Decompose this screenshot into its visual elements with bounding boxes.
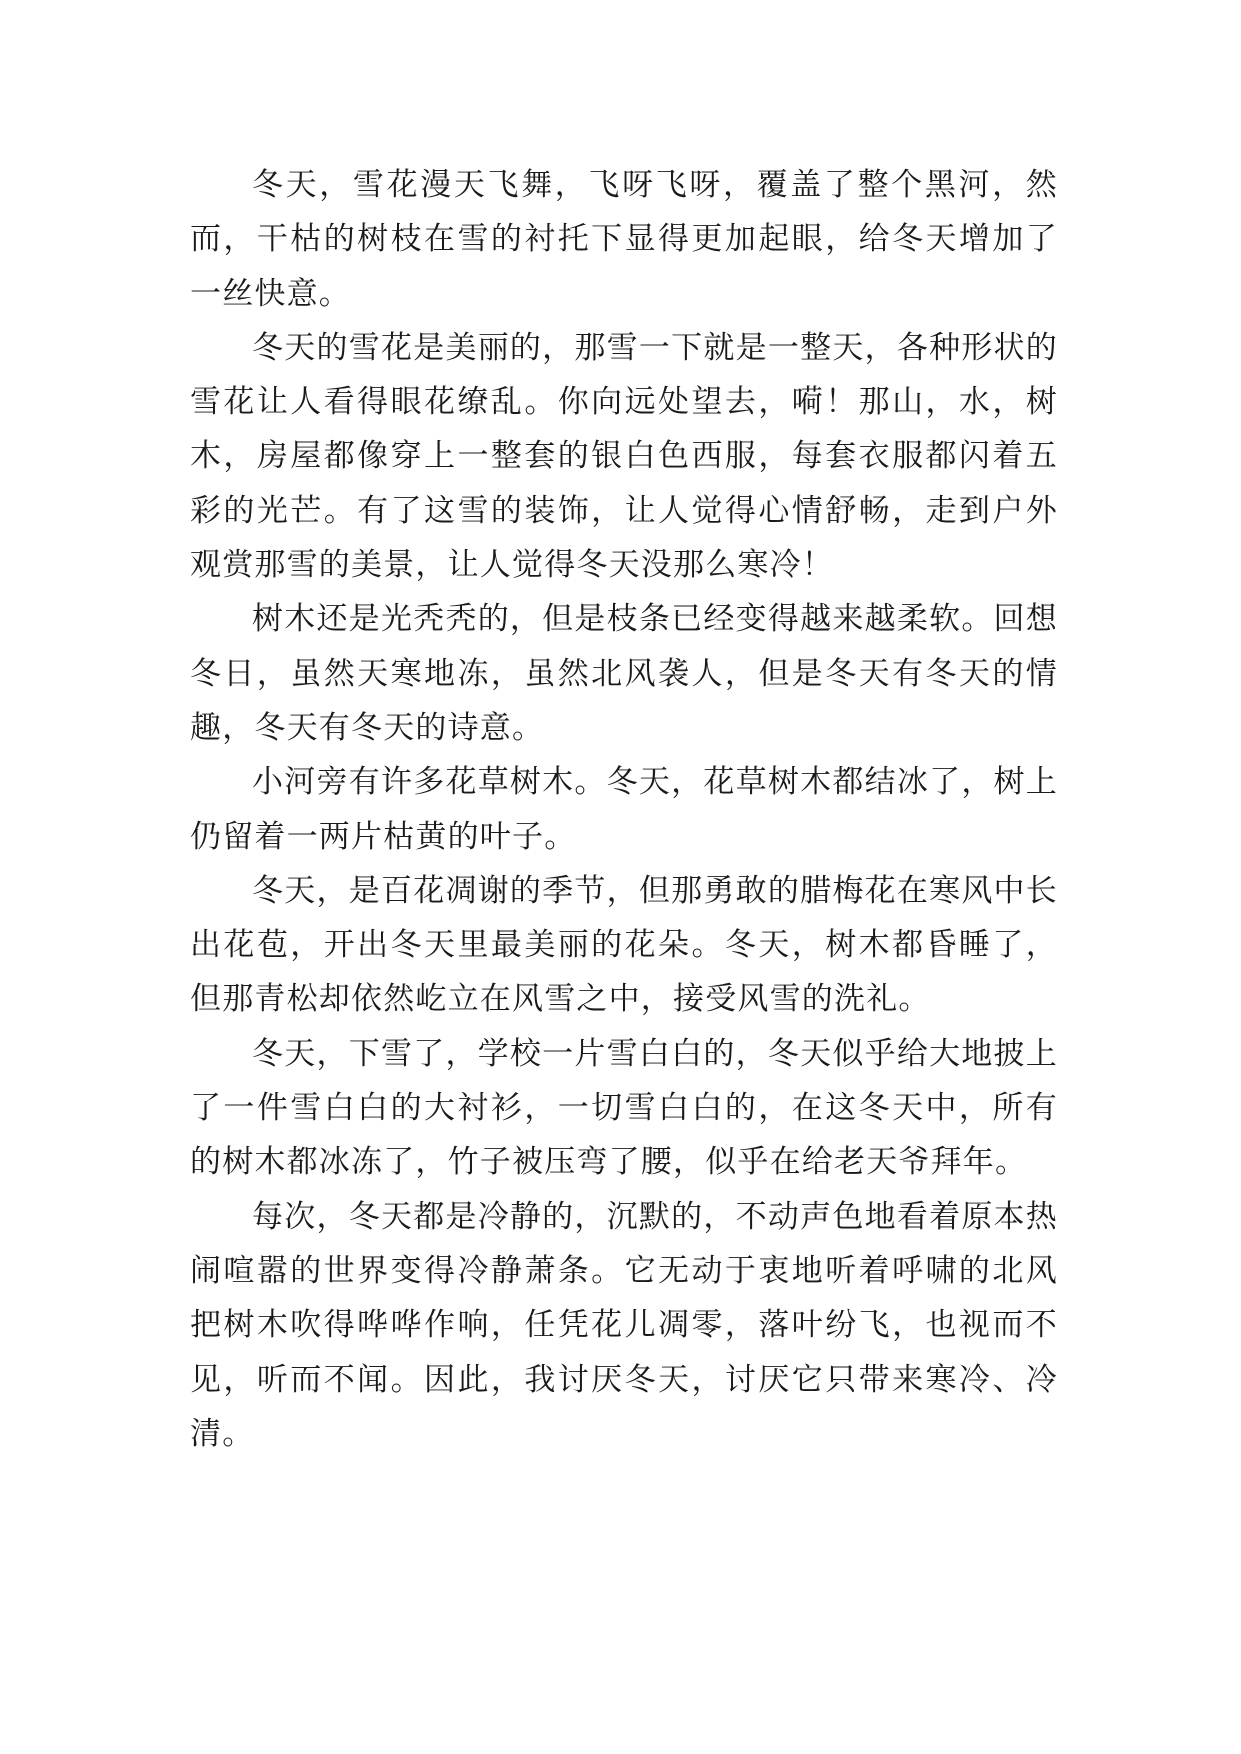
paragraph: 冬天，是百花凋谢的季节，但那勇敢的腊梅花在寒风中长出花苞，开出冬天里最美丽的花朵。冬天，树木都昏睡了，但那青松却依然屹立在风雪之中，接受风雪的洗礼。 (190, 872, 1058, 1018)
paragraph: 冬天，雪花漫天飞舞，飞呀飞呀，覆盖了整个黑河，然而，干枯的树枝在雪的衬托下显得更加起眼，给冬天增加了一丝快意。 (190, 167, 1058, 312)
essay-body (190, 158, 1058, 1461)
paragraph: 每次，冬天都是冷静的，沉默的，不动声色地看着原本热闹喧嚣的世界变得冷静萧条。它无动于衷地听着呼啸的北风把树木吹得哗哗作响，任凭花儿凋零，落叶纷飞，也视而不见，听而不闻。因此，我讨厌冬天，讨厌它只带来寒冷、冷清。 (190, 1198, 1058, 1452)
paragraph: 树木还是光秃秃的，但是枝条已经变得越来越柔软。回想冬日，虽然天寒地冻，虽然北风袭人，但是冬天有冬天的情趣，冬天有冬天的诗意。 (190, 601, 1058, 746)
paragraph: 小河旁有许多花草树木。冬天，花草树木都结冰了，树上仍留着一两片枯黄的叶子。 (190, 764, 1058, 855)
paragraph: 冬天的雪花是美丽的，那雪一下就是一整天，各种形状的雪花让人看得眼花缭乱。你向远处望去，嗬！那山，水，树木，房屋都像穿上一整套的银白色西服，每套衣服都闪着五彩的光芒。有了这雪的装饰，让人觉得心情舒畅，走到户外观赏那雪的美景，让人觉得冬天没那么寒冷！ (190, 329, 1058, 584)
paragraph: 冬天，下雪了，学校一片雪白白的，冬天似乎给大地披上了一件雪白白的大衬衫，一切雪白白的，在这冬天中，所有的树木都冰冻了，竹子被压弯了腰，似乎在给老天爷拜年。 (190, 1035, 1058, 1181)
